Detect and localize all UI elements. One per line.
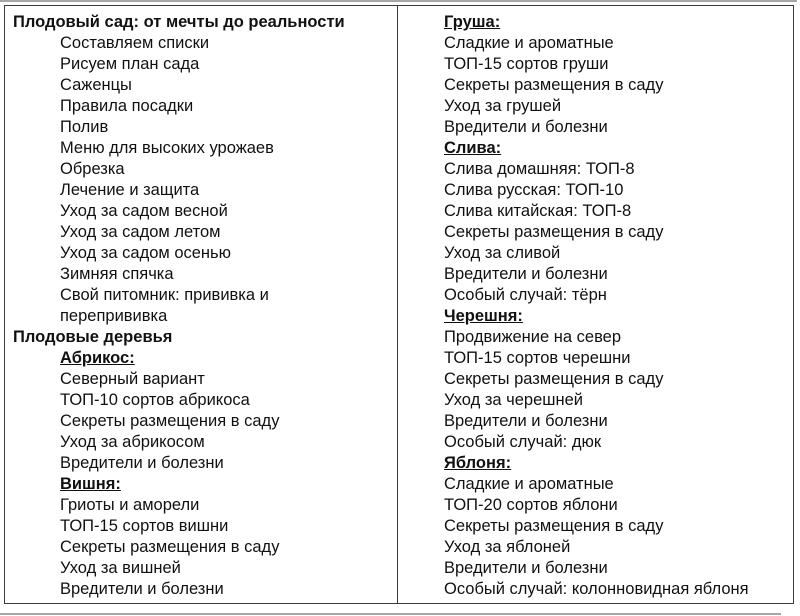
toc-item: Уход за вишней	[60, 559, 181, 577]
toc-item: Секреты размещения в саду	[444, 223, 664, 241]
bottom-edge-line	[0, 613, 781, 615]
toc-item: Северный вариант	[60, 370, 205, 388]
toc-item: Особый случай: тёрн	[444, 286, 607, 304]
toc-item: Секреты размещения в саду	[60, 412, 280, 430]
toc-item: Полив	[60, 118, 109, 136]
toc-item: Уход за садом осенью	[60, 244, 232, 262]
toc-item: Уход за садом весной	[60, 202, 228, 220]
toc-item: Особый случай: дюк	[444, 433, 602, 451]
toc-item: Составляем списки	[60, 34, 210, 52]
toc-item: Саженцы	[60, 76, 132, 94]
contents-column-right	[398, 6, 793, 603]
toc-item: Уход за сливой	[444, 244, 561, 262]
toc-item: Вредители и болезни	[444, 559, 608, 577]
toc-item: Уход за черешней	[444, 391, 584, 409]
toc-item: Секреты размещения в саду	[444, 517, 664, 535]
toc-section-title: Плодовые деревья	[13, 328, 173, 346]
toc-item: ТОП-15 сортов груши	[444, 55, 609, 73]
toc-fruit-heading: Вишня:	[60, 475, 121, 493]
toc-item: Особый случай: колонновидная яблоня	[444, 580, 749, 598]
toc-item: Обрезка	[60, 160, 125, 178]
toc-item: Секреты размещения в саду	[60, 538, 280, 556]
toc-item: ТОП-10 сортов абрикоса	[60, 391, 250, 409]
toc-item: Уход за яблоней	[444, 538, 571, 556]
toc-item: Вредители и болезни	[60, 580, 224, 598]
toc-item: Вредители и болезни	[444, 412, 608, 430]
toc-item: Гриоты и аморели	[60, 496, 200, 514]
toc-item: ТОП-15 сортов вишни	[60, 517, 229, 535]
toc-item: ТОП-15 сортов черешни	[444, 349, 631, 367]
toc-item: Сладкие и ароматные	[444, 34, 614, 52]
toc-fruit-heading: Яблоня:	[444, 454, 512, 472]
toc-item: Слива китайская: ТОП-8	[444, 202, 632, 220]
toc-fruit-heading: Груша:	[444, 13, 501, 31]
toc-item: Вредители и болезни	[60, 454, 224, 472]
toc-section-title: Плодовый сад: от мечты до реальности	[13, 13, 345, 31]
toc-item: Рисуем план сада	[60, 55, 200, 73]
toc-item: перепрививка	[60, 307, 168, 325]
toc-fruit-heading: Абрикос:	[60, 349, 135, 367]
toc-item: Продвижение на север	[444, 328, 621, 346]
toc-item: Слива русская: ТОП-10	[444, 181, 624, 199]
toc-item: Уход за садом летом	[60, 223, 221, 241]
contents-table	[4, 5, 794, 604]
toc-item: Вредители и болезни	[444, 265, 608, 283]
toc-item: ТОП-20 сортов яблони	[444, 496, 618, 514]
toc-item: Свой питомник: прививка и	[60, 286, 269, 304]
toc-item: Вредители и болезни	[444, 118, 608, 136]
toc-item: Правила посадки	[60, 97, 194, 115]
toc-item: Уход за абрикосом	[60, 433, 205, 451]
toc-item: Слива домашняя: ТОП-8	[444, 160, 635, 178]
toc-item: Уход за грушей	[444, 97, 562, 115]
toc-item: Секреты размещения в саду	[444, 76, 664, 94]
toc-fruit-heading: Слива:	[444, 139, 502, 157]
toc-item: Зимняя спячка	[60, 265, 174, 283]
toc-item: Секреты размещения в саду	[444, 370, 664, 388]
toc-item: Лечение и защита	[60, 181, 200, 199]
toc-fruit-heading: Черешня:	[444, 307, 523, 325]
toc-item: Меню для высоких урожаев	[60, 139, 274, 157]
top-edge-line	[0, 0, 797, 2]
toc-item: Сладкие и ароматные	[444, 475, 614, 493]
contents-column-left	[5, 6, 398, 603]
